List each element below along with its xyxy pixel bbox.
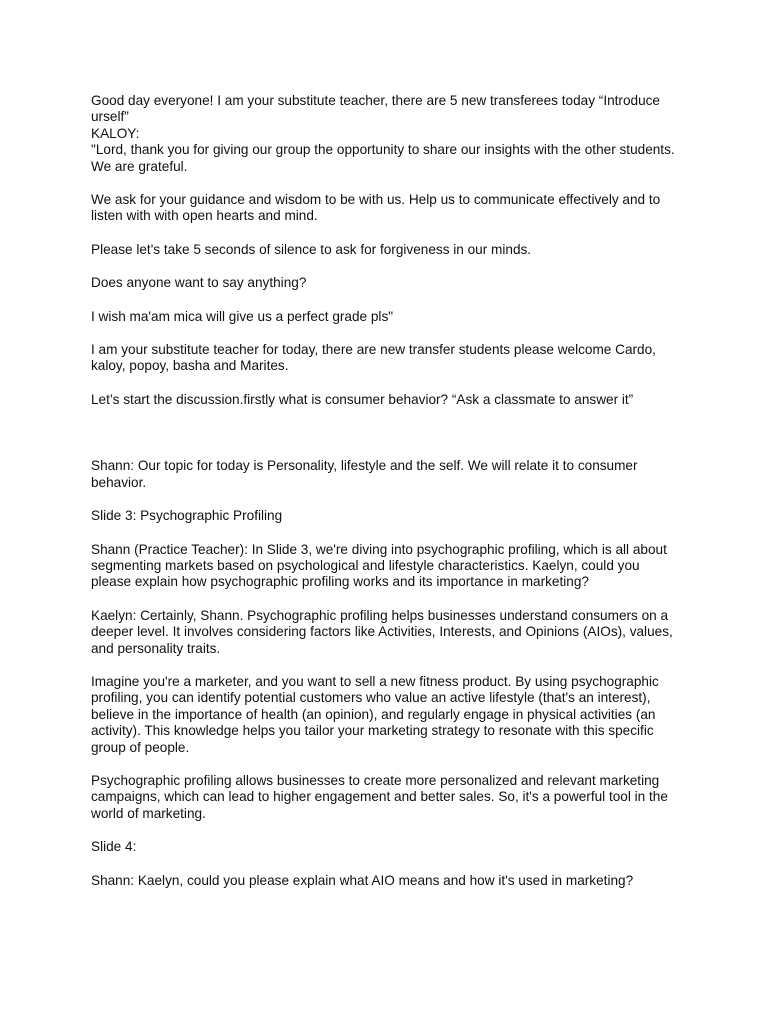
guidance-paragraph: We ask for your guidance and wisdom to be with us. Help us to communicate effectively and to listen with with open hearts and mind. [91, 192, 661, 224]
kaelyn-answer-paragraph: Kaelyn: Certainly, Shann. Psychographic profiling helps businesses understand consumers on a deeper level. It involves considering factors like Activities, Interests, and Opinions (AIOs), values, and personality traits. [91, 607, 673, 656]
silence-paragraph: Please let's take 5 seconds of silence to ask for forgiveness in our minds. [91, 241, 532, 257]
slide-3-heading: Slide 3: Psychographic Profiling [91, 508, 283, 524]
speaker-label-kaloy: KALOY: [91, 125, 140, 141]
shann-slide-3-paragraph: Shann (Practice Teacher): In Slide 3, we're diving into psychographic profiling, which is all about segmenting markets based on psychological and lifestyle characteristics. Kaelyn, could you please explain how psychographic profiling works and its importance in marketing? [91, 541, 667, 590]
topic-paragraph: Shann: Our topic for today is Personality, lifestyle and the self. We will relate it to consumer behavior. [91, 458, 638, 490]
document-page [91, 93, 683, 906]
wish-paragraph: I wish ma'am mica will give us a perfect grade pls" [91, 308, 394, 324]
marketer-example-paragraph: Imagine you're a marketer, and you want to sell a new fitness product. By using psychographic profiling, you can identify potential customers who value an active lifestyle (that's an interest), believe in the importance of health (an opinion), and regularly engage in physical activities (an activity). This knowledge helps you tailor your marketing strategy to resonate with this specific group of people. [91, 673, 659, 755]
question-paragraph: Does anyone want to say anything? [91, 275, 307, 291]
benefits-paragraph: Psychographic profiling allows businesses to create more personalized and relevant marketing campaigns, which can lead to higher engagement and better sales. So, it's a powerful tool in the world of marketing. [91, 772, 668, 821]
slide-4-heading: Slide 4: [91, 839, 137, 855]
intro-paragraph: Good day everyone! I am your substitute teacher, there are 5 new transferees today “Introduce urself” [91, 93, 660, 125]
discussion-start-paragraph: Let’s start the discussion.firstly what is consumer behavior? “Ask a classmate to answer it” [91, 391, 634, 407]
prayer-paragraph: "Lord, thank you for giving our group the opportunity to share our insights with the other students. We are grateful. [91, 142, 675, 174]
aio-question-paragraph: Shann: Kaelyn, could you please explain what AIO means and how it's used in marketing? [91, 872, 634, 888]
welcome-paragraph: I am your substitute teacher for today, there are new transfer students please welcome Cardo, kaloy, popoy, basha and Marites. [91, 342, 656, 374]
